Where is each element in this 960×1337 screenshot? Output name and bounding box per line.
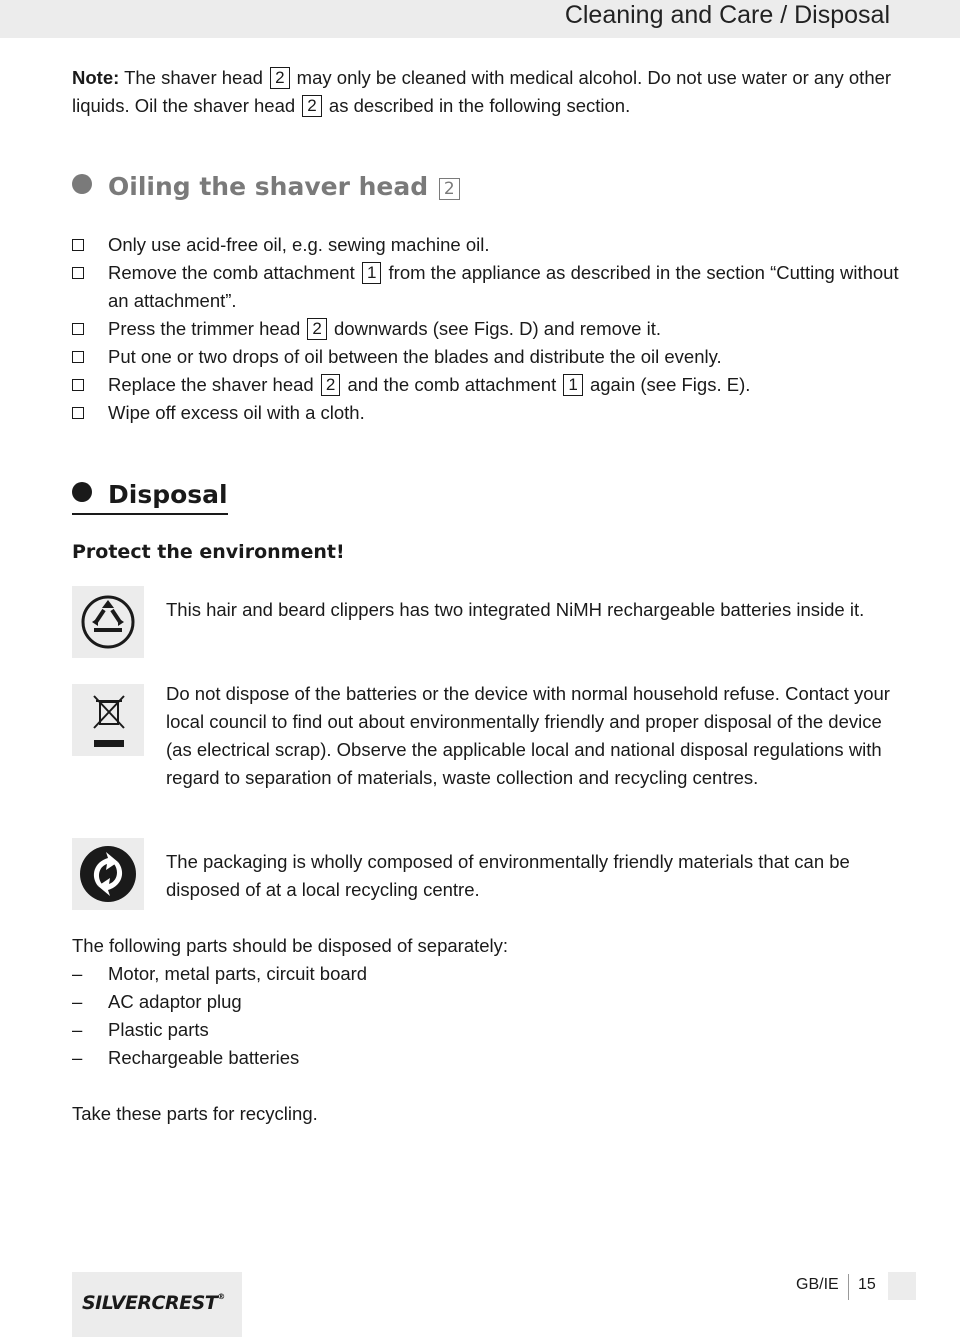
registered-mark: ® — [217, 1292, 225, 1301]
weee-paragraph: Do not dispose of the batteries or the device with normal household refuse. Contact your local council to find out about environmentally friendly and proper disposal of the device (as electrical scrap). Observe the applicable local and national disposal regulations with regard to separation of materials, waste collection and recycling centres. — [166, 683, 890, 788]
list-item — [72, 315, 902, 343]
step-text: Put one or two drops of oil between the blades and distribute the oil evenly. — [108, 346, 722, 367]
bullet-dot-icon — [72, 482, 92, 502]
oiling-heading — [72, 172, 462, 201]
part-number-box: 2 — [270, 67, 289, 89]
checkbox-square-icon — [72, 379, 84, 391]
page-tab-marker — [888, 1272, 916, 1300]
checkbox-square-icon — [72, 267, 84, 279]
bullet-dot-icon — [72, 174, 92, 194]
brand-logo-text — [82, 1292, 225, 1314]
checkbox-square-icon — [72, 407, 84, 419]
part-number-box: 2 — [307, 318, 326, 340]
note-paragraph — [72, 64, 892, 120]
oiling-heading-text: Oiling the shaver head — [108, 172, 429, 201]
recycle-icon — [72, 586, 144, 658]
step-text: Remove the comb attachment — [108, 262, 360, 283]
step-text: and the comb attachment — [342, 374, 562, 395]
step-text: Wipe off excess oil with a cloth. — [108, 402, 365, 423]
part-number-box: 2 — [302, 95, 321, 117]
list-item: – Plastic parts — [72, 1016, 367, 1044]
checkbox-square-icon — [72, 323, 84, 335]
step-text: downwards (see Figs. D) and remove it. — [328, 318, 661, 339]
page-title: Cleaning and Care / Disposal — [564, 1, 890, 29]
footer-divider — [848, 1274, 849, 1300]
protect-subheading: Protect the environment! — [72, 541, 345, 563]
list-item: – Rechargeable batteries — [72, 1044, 367, 1072]
note-text-1: The shaver head — [119, 67, 269, 88]
brand-logo — [72, 1272, 242, 1337]
green-dot-icon-box — [72, 838, 144, 910]
parts-intro: The following parts should be disposed of separately: — [72, 935, 509, 956]
list-item: – Motor, metal parts, circuit board — [72, 960, 367, 988]
disposal-heading — [72, 480, 228, 515]
list-item — [72, 231, 902, 259]
oiling-steps — [72, 231, 902, 427]
step-text: Replace the shaver head — [108, 374, 319, 395]
weee-icon-box — [72, 684, 144, 756]
note-text-3: as described in the following section. — [323, 95, 631, 116]
step-text: Press the trimmer head — [108, 318, 306, 339]
list-item — [72, 259, 902, 315]
page-header — [0, 0, 960, 38]
list-item: – AC adaptor plug — [72, 988, 367, 1016]
part-number-box: 2 — [439, 178, 460, 200]
note-text-2: may only be cleaned with medical alcohol. Do not use water or any other liquids. Oil the shaver head — [72, 67, 892, 116]
list-item — [72, 371, 902, 399]
batteries-paragraph: This hair and beard clippers has two integrated NiMH rechargeable batteries inside it. — [166, 599, 865, 620]
page-number: 15 — [858, 1276, 876, 1293]
step-text: from the appliance as described in the section “Cutting without an attachment”. — [108, 262, 899, 311]
recycle-icon-box — [72, 586, 144, 658]
closing-paragraph: Take these parts for recycling. — [72, 1103, 318, 1124]
checkbox-square-icon — [72, 351, 84, 363]
packaging-paragraph: The packaging is wholly composed of environmentally friendly materials that can be disposed of at a local recycling centre. — [166, 851, 850, 900]
part-number-box: 2 — [321, 374, 340, 396]
list-item — [72, 343, 902, 371]
green-dot-icon — [72, 838, 144, 910]
step-text: again (see Figs. E). — [584, 374, 751, 395]
disposal-heading-text: Disposal — [108, 480, 228, 509]
part-number-box: 1 — [362, 262, 381, 284]
parts-list — [72, 960, 367, 1072]
locale-label: GB/IE — [796, 1276, 839, 1293]
brand-name: SILVERCREST — [82, 1292, 218, 1314]
note-label: Note: — [72, 67, 120, 88]
list-item — [72, 399, 902, 427]
step-text: Only use acid-free oil, e.g. sewing machine oil. — [108, 234, 490, 255]
checkbox-square-icon — [72, 239, 84, 251]
crossed-bin-icon — [72, 684, 144, 756]
part-number-box: 1 — [563, 374, 582, 396]
